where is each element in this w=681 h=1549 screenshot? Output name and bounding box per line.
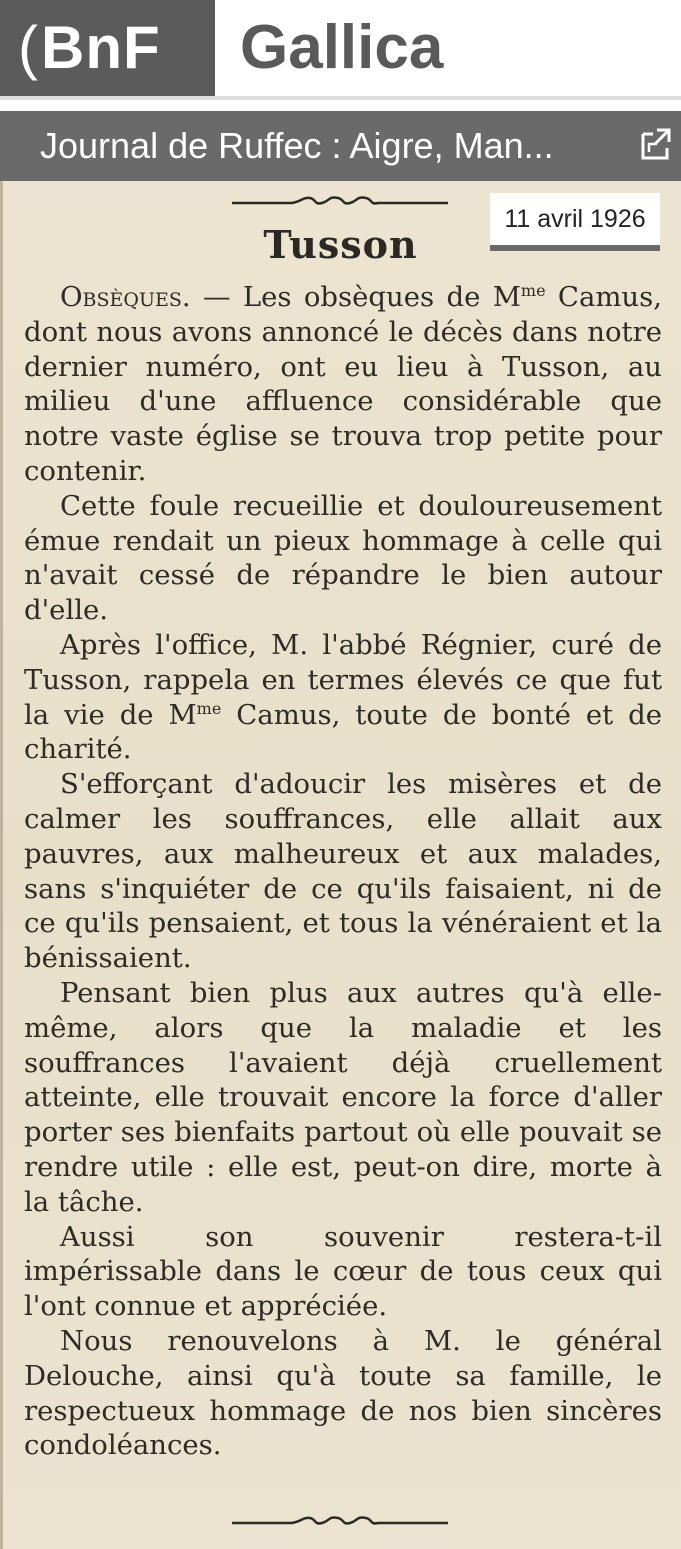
paragraph <box>24 280 662 489</box>
paragraph <box>24 628 662 767</box>
issue-date-badge: 11 avril 1926 <box>490 193 660 251</box>
header-gap <box>0 100 681 111</box>
paragraph-rest: Camus, dont nous avons annoncé le décès dans notre dernier numéro, ont eu lieu à Tusson, au milieu d'une affluence considérable que notre vaste église se trouva trop petite pour contenir. <box>24 281 662 487</box>
logo-text: BnF <box>40 14 161 81</box>
app-header <box>0 0 681 100</box>
paragraph-text: Aussi son souvenir restera-t-il impérissable dans le cœur de tous ceux qui l'ont connue et appréciée. <box>24 1220 662 1323</box>
paragraph-text: Cette foule recueillie et douloureusement émue rendait un pieux hommage à celle qui n'avait cessé de répandre le bien autour d'elle. <box>24 489 662 627</box>
superscript: me <box>520 280 546 300</box>
logo-brace: ( <box>18 14 39 81</box>
paragraph-text: — Les obsèques de M <box>190 281 521 313</box>
paragraph-text: Nous renouvelons à M. le général Delouche, ainsi qu'à toute sa famille, le respectueux hommage de nos bien sincères condoléances. <box>24 1324 662 1462</box>
document-title[interactable]: Journal de Ruffec : Aigre, Man... <box>40 125 554 166</box>
paragraph <box>24 767 662 976</box>
article-heading: Tusson <box>263 222 418 267</box>
paragraph <box>24 1324 662 1463</box>
bottom-ornament <box>230 1512 450 1532</box>
article-body <box>24 280 662 1463</box>
paragraph <box>24 489 662 628</box>
paragraph-text: Après l'office, M. l'abbé Régnier, curé de Tusson, rappela en termes élevés ce que fut la vie de M <box>24 628 662 731</box>
paragraph-lead: Obsèques. <box>60 281 191 313</box>
paragraph <box>24 1220 662 1324</box>
gallica-title[interactable]: Gallica <box>240 13 444 82</box>
paragraph <box>24 976 662 1220</box>
share-external-icon[interactable] <box>635 124 675 164</box>
paragraph-rest: Camus, toute de bonté et de charité. <box>24 698 662 766</box>
paragraph-text: S'efforçant d'adoucir les misères et de calmer les souffrances, elle allait aux pauvres, aux malheureux et aux malades, sans s'inquiéter de ce qu'ils faisaient, ni de ce qu'ils pensaient, et tous la vénéraient et la bénissaient. <box>24 768 662 975</box>
paragraph-text: Pensant bien plus aux autres qu'à elle-même, alors que la maladie et les souffrances l'avaient déjà cruellement atteinte, elle trouvait encore la force d'aller porter ses bienfaits partout où elle pouvait se rendre utile : elle est, peut-on dire, morte à la tâche. <box>24 976 662 1218</box>
top-ornament <box>230 192 450 212</box>
bnf-logo[interactable] <box>0 0 215 96</box>
superscript: me <box>196 698 222 718</box>
document-title-bar <box>0 111 681 181</box>
